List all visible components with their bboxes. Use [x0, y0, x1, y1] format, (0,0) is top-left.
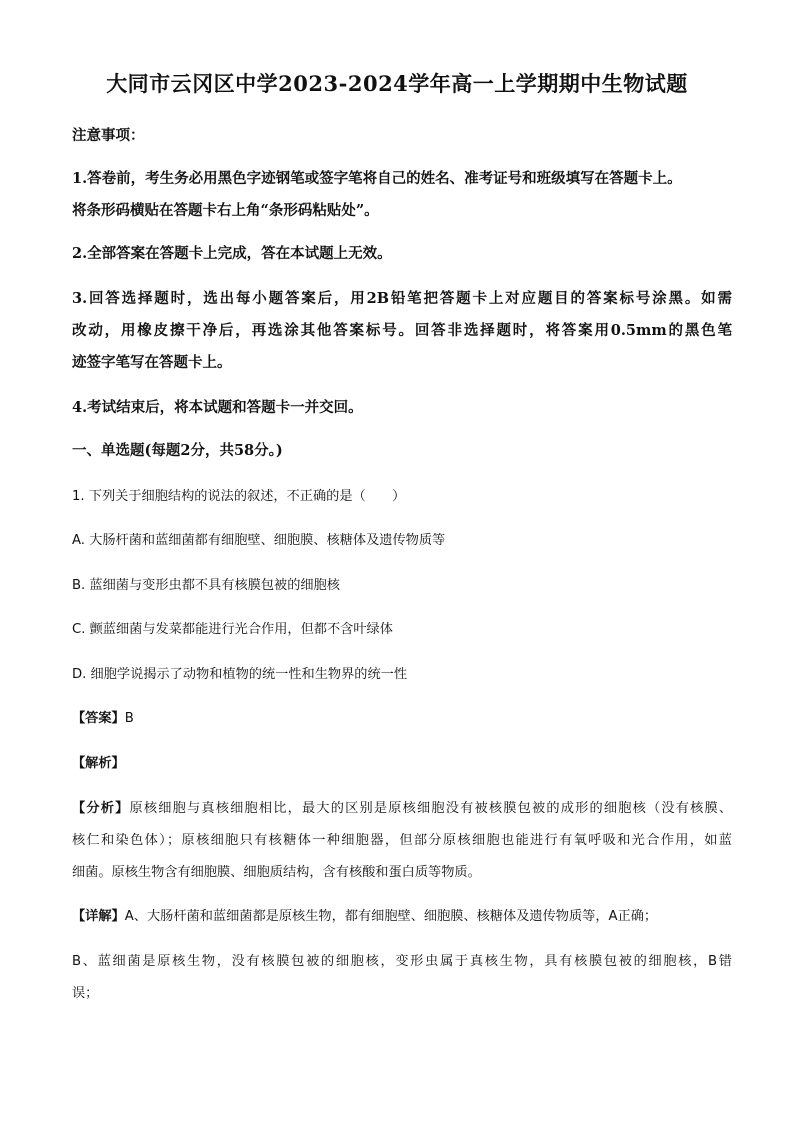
xiangjie-line-2: B、蓝细菌是原核生物，没有核膜包被的细胞核，变形虫属于真核生物，具有核膜包被的细胞核，B错: [72, 954, 732, 969]
option-c: C. 颤蓝细菌与发菜都能进行光合作用，但都不含叶绿体: [72, 622, 393, 637]
analysis-tag: 【解析】: [72, 756, 125, 771]
xiangjie-line-1: [72, 905, 732, 924]
xiangjie-tag: 【详解】: [72, 909, 125, 924]
notice-item-1: 1.答卷前，考生务必用黑色字迹钢笔或签字笔将自己的姓名、准考证号和班级填写在答题卡上。: [72, 170, 682, 187]
option-b: B. 蓝细菌与变形虫都不具有核膜包被的细胞核: [72, 578, 340, 593]
notice-item-3-cont: 改动，用橡皮擦干净后，再选涂其他答案标号。回答非选择题时，将答案用0.5mm的黑色笔: [72, 322, 732, 339]
page-title: 大同市云冈区中学2023-2024学年高一上学期期中生物试题: [106, 71, 688, 96]
section-heading: 一、单选题(每题2分，共58分。): [72, 442, 283, 459]
question-stem: 1. 下列关于细胞结构的说法的叙述，不正确的是（ ）: [72, 489, 406, 504]
xiangjie-line-3: 误；: [72, 986, 99, 1001]
fenxi-line-3: 细菌。原核生物含有细胞膜、细胞质结构，含有核酸和蛋白质等物质。: [72, 865, 481, 880]
answer-tag: 【答案】: [72, 711, 125, 726]
notice-heading: 注意事项：: [72, 127, 145, 144]
analysis-heading: [72, 752, 732, 771]
notice-item-2: 2.全部答案在答题卡上完成，答在本试题上无效。: [72, 245, 392, 262]
option-a: A. 大肠杆菌和蓝细菌都有细胞壁、细胞膜、核糖体及遗传物质等: [72, 533, 446, 548]
fenxi-text-1: 原核细胞与真核细胞相比，最大的区别是原核细胞没有被核膜包被的成形的细胞核（没有核膜、: [129, 801, 733, 816]
option-d: D. 细胞学说揭示了动物和植物的统一性和生物界的统一性: [72, 667, 408, 682]
notice-item-3: 3.回答选择题时，选出每小题答案后，用2B铅笔把答题卡上对应题目的答案标号涂黑。如需: [72, 290, 732, 307]
fenxi-tag: 【分析】: [72, 801, 130, 816]
answer-line: [72, 707, 732, 726]
notice-item-4: 4.考试结束后，将本试题和答题卡一并交回。: [72, 399, 363, 416]
xiangjie-text-1: A、大肠杆菌和蓝细菌都是原核生物，都有细胞壁、细胞膜、核糖体及遗传物质等，A正确；: [124, 909, 658, 924]
fenxi-line-1: [72, 797, 732, 816]
notice-item-3-cont-2: 迹签字笔写在答题卡上。: [72, 354, 232, 371]
fenxi-line-2: 核仁和染色体）；原核细胞只有核糖体一种细胞器，但部分原核细胞也能进行有氧呼吸和光合作用，如蓝: [72, 833, 732, 848]
answer-value: B: [124, 711, 134, 726]
notice-item-1-cont: 将条形码横贴在答题卡右上角“条形码粘贴处”。: [72, 202, 379, 219]
